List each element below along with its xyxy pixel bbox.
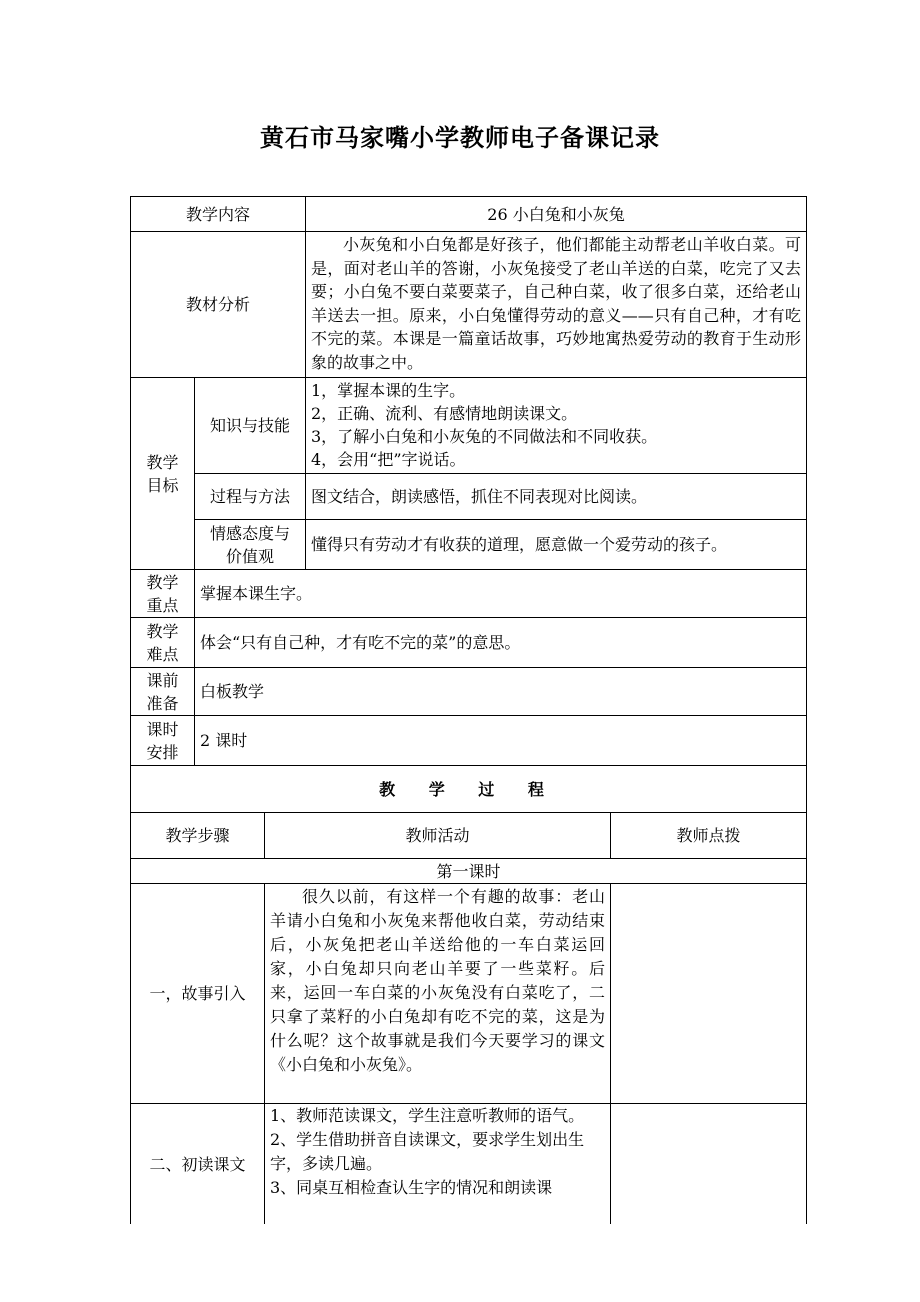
goals-label-top: 教学 xyxy=(146,452,179,472)
activity-item: 3、同桌互相检查认生字的情况和朗读课 xyxy=(270,1178,553,1197)
emotion-text: 懂得只有劳动才有收获的道理，愿意做一个爱劳动的孩子。 xyxy=(306,520,806,570)
process-header: 教 学 过 程 xyxy=(131,766,806,813)
difficulties-label-top: 教学 xyxy=(146,621,179,641)
schedule-label-top: 课时 xyxy=(146,719,179,739)
knowledge-item: 3，了解小白兔和小灰兔的不同做法和不同收获。 xyxy=(311,427,658,446)
lesson-one-heading: 第一课时 xyxy=(131,859,806,884)
difficulties-label-bottom: 难点 xyxy=(146,644,179,664)
process-method-text: 图文结合，朗读感悟，抓住不同表现对比阅读。 xyxy=(306,474,806,520)
step-name: 一，故事引入 xyxy=(131,884,265,1104)
preparation-label-bottom: 准备 xyxy=(146,693,179,713)
activity-item: 2、学生借助拼音自读课文，要求学生划出生字，多读几遍。 xyxy=(270,1130,585,1173)
knowledge-item: 4，会用“把”字说话。 xyxy=(311,450,466,469)
emotion-label-top: 情感态度与 xyxy=(209,523,290,543)
emotion-label-bottom: 价值观 xyxy=(225,546,274,566)
analysis-text: 小灰兔和小白兔都是好孩子，他们都能主动帮老山羊收白菜。可是，面对老山羊的答谢，小灰兔接受了老山羊送的白菜，吃完了又去要；小白兔不要白菜要菜子，自己种白菜，收了很多白菜，还给老山羊送去一担。原来，小白兔懂得劳动的意义——只有自己种，才有吃不完的菜。本课是一篇童话故事，巧妙地寓热爱劳动的教育于生动形象的故事之中。 xyxy=(306,232,806,378)
key-points-label-top: 教学 xyxy=(146,572,179,592)
knowledge-item: 1，掌握本课的生字。 xyxy=(311,381,466,400)
difficulties-label xyxy=(131,618,195,668)
knowledge-item: 2，正确、流利、有感情地朗读课文。 xyxy=(311,404,578,423)
step-activity-list xyxy=(265,1104,611,1224)
key-points-text: 掌握本课生字。 xyxy=(195,570,806,618)
knowledge-list xyxy=(306,378,806,474)
preparation-text: 白板教学 xyxy=(195,668,806,716)
schedule-label xyxy=(131,716,195,766)
knowledge-label: 知识与技能 xyxy=(195,378,306,474)
document-title: 黄石市马家嘴小学教师电子备课记录 xyxy=(260,123,660,152)
step-activity: 很久以前，有这样一个有趣的故事：老山羊请小白兔和小灰兔来帮他收白菜，劳动结束后，小灰兔把老山羊送给他的一车白菜运回家，小白兔却只向老山羊要了一些菜籽。后来，运回一车白菜的小灰兔没有白菜吃了，二只拿了菜籽的小白兔却有吃不完的菜，这是为什么呢？这个故事就是我们今天要学习的课文《小白兔和小灰兔》。 xyxy=(265,884,611,1104)
column-comment: 教师点拨 xyxy=(611,813,806,859)
content-label: 教学内容 xyxy=(131,197,306,232)
key-points-label xyxy=(131,570,195,618)
key-points-label-bottom: 重点 xyxy=(146,595,179,615)
step-comment xyxy=(611,884,806,1104)
process-method-label: 过程与方法 xyxy=(195,474,306,520)
step-name: 二、初读课文 xyxy=(131,1104,265,1224)
analysis-label: 教材分析 xyxy=(131,232,306,378)
column-step: 教学步骤 xyxy=(131,813,265,859)
difficulties-text: 体会“只有自己种，才有吃不完的菜”的意思。 xyxy=(195,618,806,668)
preparation-label xyxy=(131,668,195,716)
goals-label xyxy=(131,378,195,570)
emotion-label xyxy=(195,520,306,570)
content-value: 26 小白兔和小灰兔 xyxy=(306,197,806,232)
goals-label-bottom: 目标 xyxy=(146,475,179,495)
schedule-label-bottom: 安排 xyxy=(146,742,179,762)
schedule-text: 2 课时 xyxy=(195,716,806,766)
preparation-label-top: 课前 xyxy=(146,670,179,690)
column-activity: 教师活动 xyxy=(265,813,611,859)
activity-item: 1、教师范读课文，学生注意听教师的语气。 xyxy=(270,1106,585,1125)
step-comment xyxy=(611,1104,806,1224)
